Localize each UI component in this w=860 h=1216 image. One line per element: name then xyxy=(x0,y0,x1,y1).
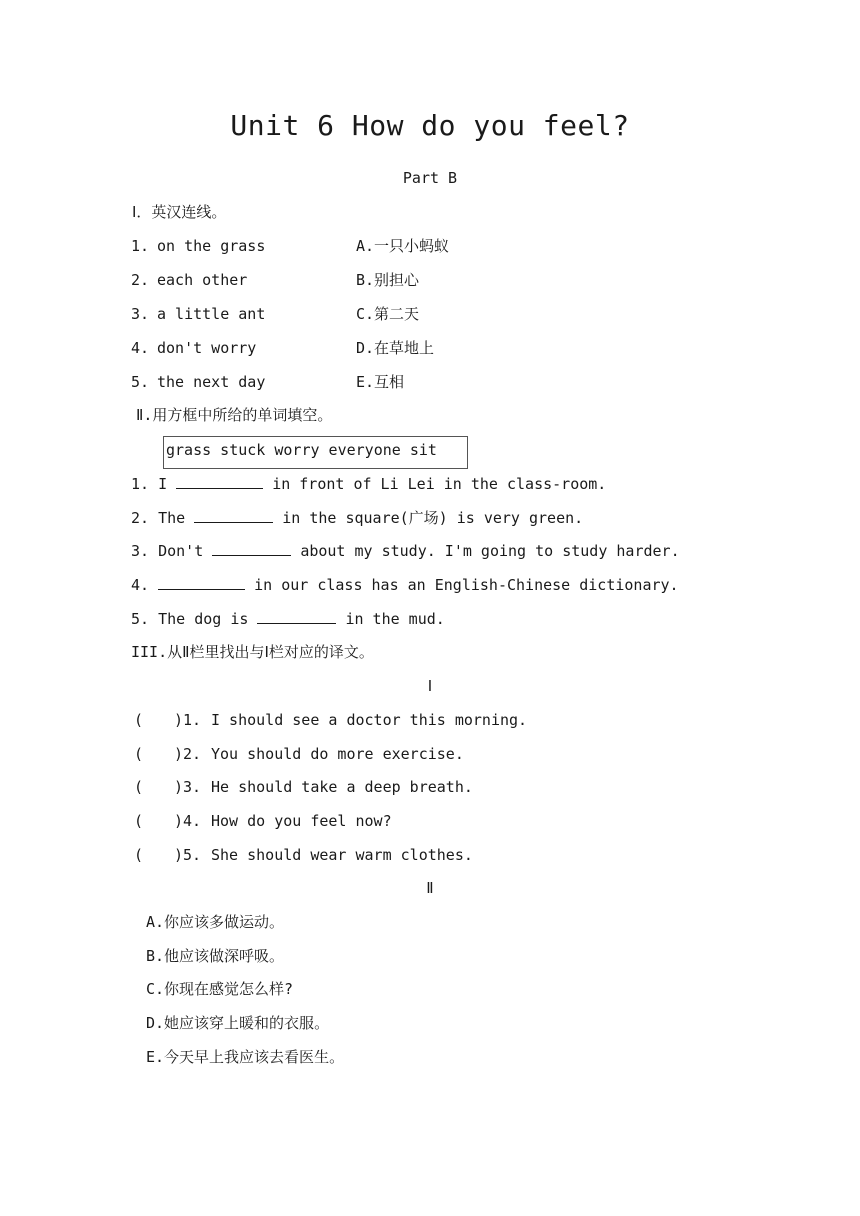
fill-item xyxy=(131,508,583,528)
fill-item-after: in the mud. xyxy=(345,610,445,628)
answer-paren-open: ( xyxy=(134,711,144,729)
sentence-num: )1. xyxy=(174,711,202,729)
fill-item-before: The dog is xyxy=(158,610,249,628)
match-item-english: each other xyxy=(157,271,248,289)
match-item-chinese: A.一只小蚂蚁 xyxy=(356,237,450,255)
section3-heading: III.从Ⅱ栏里找出与Ⅰ栏对应的译文。 xyxy=(131,643,374,661)
match-item-num: 3. xyxy=(131,305,150,323)
match-item-num: 4. xyxy=(131,339,150,357)
fill-item-after: about my study. I'm going to study harder. xyxy=(300,542,680,560)
fill-item-num: 1. xyxy=(131,475,150,493)
match-item-chinese: D.在草地上 xyxy=(356,339,435,357)
fill-item-num: 3. xyxy=(131,542,150,560)
word-bank-text: grass stuck worry everyone sit xyxy=(166,441,437,459)
match-item-english: on the grass xyxy=(157,237,266,255)
match-item-chinese: E.互相 xyxy=(356,373,405,391)
answer-paren-open: ( xyxy=(134,778,144,796)
fill-item-after: in front of Li Lei in the class-room. xyxy=(272,475,607,493)
fill-item-before: The xyxy=(158,509,186,527)
answer-blank[interactable] xyxy=(194,508,273,523)
translation-option: B.他应该做深呼吸。 xyxy=(146,947,285,965)
sentence-text: How do you feel now? xyxy=(211,812,392,830)
column-one-label: Ⅰ xyxy=(427,677,433,695)
fill-item xyxy=(131,541,680,561)
fill-item xyxy=(131,474,606,494)
translation-option: A.你应该多做运动。 xyxy=(146,913,285,931)
match-item-english: a little ant xyxy=(157,305,266,323)
match-item-english: don't worry xyxy=(157,339,257,357)
fill-item xyxy=(131,609,445,629)
sentence-text: He should take a deep breath. xyxy=(211,778,473,796)
sentence-text: You should do more exercise. xyxy=(211,745,464,763)
fill-item-num: 5. xyxy=(131,610,150,628)
sentence-num: )2. xyxy=(174,745,202,763)
match-item-num: 5. xyxy=(131,373,150,391)
answer-blank[interactable] xyxy=(176,474,263,489)
match-item-chinese: C.第二天 xyxy=(356,305,420,323)
translation-option: D.她应该穿上暖和的衣服。 xyxy=(146,1014,330,1032)
fill-item-after: in the square(广场) is very green. xyxy=(282,509,584,527)
sentence-num: )4. xyxy=(174,812,202,830)
answer-blank[interactable] xyxy=(158,575,245,590)
section1-heading: Ⅰ．英汉连线。 xyxy=(132,203,227,221)
answer-paren-open: ( xyxy=(134,745,144,763)
page-subtitle: Part B xyxy=(402,169,458,187)
answer-paren-open: ( xyxy=(134,846,144,864)
sentence-num: )5. xyxy=(174,846,202,864)
translation-option: C.你现在感觉怎么样? xyxy=(146,980,294,998)
fill-item-before: I xyxy=(158,475,168,493)
match-item-english: the next day xyxy=(157,373,266,391)
fill-item-before: Don't xyxy=(158,542,204,560)
answer-blank[interactable] xyxy=(212,541,291,556)
match-item-num: 2. xyxy=(131,271,150,289)
answer-blank[interactable] xyxy=(257,609,336,624)
sentence-num: )3. xyxy=(174,778,202,796)
match-item-num: 1. xyxy=(131,237,150,255)
column-two-label: Ⅱ xyxy=(426,879,434,897)
translation-option: E.今天早上我应该去看医生。 xyxy=(146,1048,345,1066)
page-title: Unit 6 How do you feel? xyxy=(230,109,630,142)
fill-item-num: 2. xyxy=(131,509,150,527)
word-bank-box xyxy=(163,436,468,469)
fill-item-num: 4. xyxy=(131,576,150,594)
answer-paren-open: ( xyxy=(134,812,144,830)
fill-item-after: in our class has an English-Chinese dictionary. xyxy=(254,576,679,594)
fill-item xyxy=(131,575,679,595)
sentence-text: I should see a doctor this morning. xyxy=(211,711,528,729)
section2-heading: Ⅱ.用方框中所给的单词填空。 xyxy=(136,406,333,424)
match-item-chinese: B.别担心 xyxy=(356,271,420,289)
sentence-text: She should wear warm clothes. xyxy=(211,846,473,864)
